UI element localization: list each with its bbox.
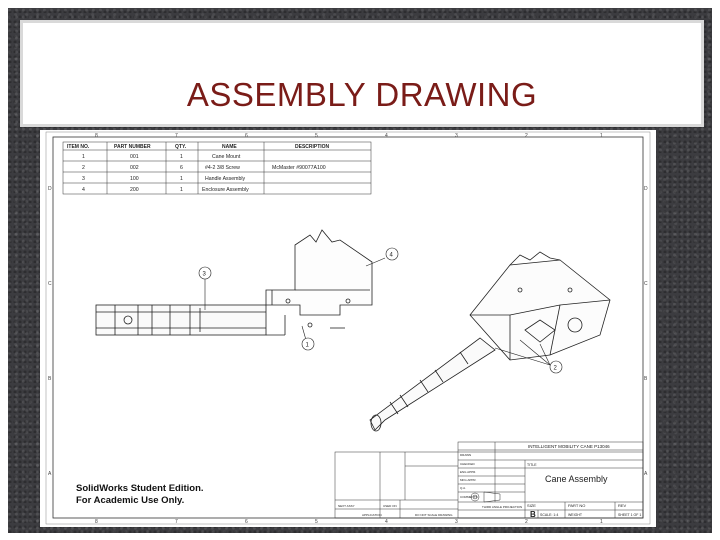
student-edition-watermark: [76, 483, 236, 507]
border-letter: D: [48, 186, 52, 192]
tb-label-drawn: DRAWN: [460, 453, 472, 457]
rev-label: REV: [618, 503, 627, 508]
scale-value: SCALE: 1:4: [540, 513, 559, 517]
size-label: SIZE: [527, 503, 536, 508]
tb-label-comments: COMMENTS:: [460, 495, 479, 499]
side-view-assembly: [96, 230, 372, 335]
border-number: 1: [600, 519, 603, 525]
weight-label: WEIGHT: [568, 513, 582, 517]
bom-row: [82, 154, 241, 160]
size-value: B: [530, 510, 536, 519]
watermark-line-1: SolidWorks Student Edition.: [76, 483, 204, 494]
bom-cell: McMaster #90077A100: [272, 165, 326, 171]
isometric-assembly: [370, 252, 610, 431]
border-number: 2: [525, 133, 528, 139]
tb-label-eng: ENG APPR.: [460, 470, 477, 474]
bom-cell: 200: [130, 187, 139, 193]
border-letter: B: [644, 376, 648, 382]
bom-header-item: ITEM NO.: [67, 144, 90, 150]
border-number: 7: [175, 519, 178, 525]
bom-header-row: [67, 144, 330, 150]
border-letter: D: [644, 186, 648, 192]
bom-cell: 1: [180, 187, 183, 193]
application-label: APPLICATION: [362, 513, 382, 517]
border-letter: A: [48, 471, 52, 477]
border-number: 3: [455, 519, 458, 525]
watermark-line-2: For Academic Use Only.: [76, 495, 185, 506]
bom-cell: 002: [130, 165, 139, 171]
border-letter: A: [644, 471, 648, 477]
border-letter: B: [48, 376, 52, 382]
bom-header-name: NAME: [222, 144, 237, 150]
bom-cell: 1: [82, 154, 85, 160]
border-number: 5: [315, 519, 318, 525]
bom-cell: 6: [180, 165, 183, 171]
border-number: 7: [175, 133, 178, 139]
bom-cell: 3: [82, 176, 85, 182]
slide-title: ASSEMBLY DRAWING: [186, 76, 538, 113]
used-on-label: USED ON: [383, 504, 397, 508]
bom-cell: 1: [180, 176, 183, 182]
title-label: TITLE: [527, 463, 537, 467]
projection-label: THIRD ANGLE PROJECTION: [482, 505, 523, 509]
bom-cell: #4-2 3/8 Screw: [205, 165, 240, 171]
slide-title-box: [20, 20, 704, 127]
tb-label-mfg: MFG APPR.: [460, 478, 477, 482]
border-number: 6: [245, 133, 248, 139]
bom-cell: 1: [180, 154, 183, 160]
bom-cell: Cane Mount: [212, 154, 241, 160]
sheet-value: SHEET 1 OF 1: [618, 513, 642, 517]
border-number: 3: [455, 133, 458, 139]
bom-header-description: DESCRIPTION: [295, 144, 330, 150]
border-number: 4: [385, 133, 388, 139]
border-letter: C: [48, 281, 52, 287]
border-number: 2: [525, 519, 528, 525]
drawing-title: Cane Assembly: [545, 474, 608, 484]
bom-cell: Enclosure Assembly: [202, 187, 249, 193]
border-number: 4: [385, 519, 388, 525]
bom-header-part: PART NUMBER: [114, 144, 151, 150]
border-number: 8: [95, 133, 98, 139]
title-block-text: [338, 444, 641, 519]
drawing-sheet: [40, 130, 656, 527]
bom-cell: Handle Assembly: [205, 176, 246, 182]
bom-cell: 4: [82, 187, 85, 193]
tb-label-checked: CHECKED: [460, 462, 475, 466]
notes-label: DO NOT SCALE DRAWING: [415, 513, 453, 517]
border-number: 1: [600, 133, 603, 139]
border-number: 6: [245, 519, 248, 525]
bom-row: [82, 176, 245, 182]
top-border-numbers: [95, 133, 603, 139]
bom-row: [82, 165, 326, 171]
next-assy-label: NEXT ASSY: [338, 504, 355, 508]
balloon-number: 1: [305, 342, 309, 349]
part-no-label: PART NO: [568, 503, 586, 508]
border-number: 8: [95, 519, 98, 525]
balloon-number: 4: [389, 252, 393, 259]
bom-cell: 001: [130, 154, 139, 160]
bom-cell: 100: [130, 176, 139, 182]
drawing-canvas: [40, 130, 656, 527]
bom-header-qty: QTY.: [175, 144, 187, 150]
border-number: 5: [315, 133, 318, 139]
bom-cell: 2: [82, 165, 85, 171]
tb-label-qa: Q.A.: [460, 486, 467, 490]
border-letter: C: [644, 281, 648, 287]
balloon-number: 2: [553, 365, 557, 372]
company-name: INTELLIGENT MOBILITY CANE P13046: [528, 444, 610, 449]
balloon-number: 3: [202, 271, 206, 278]
